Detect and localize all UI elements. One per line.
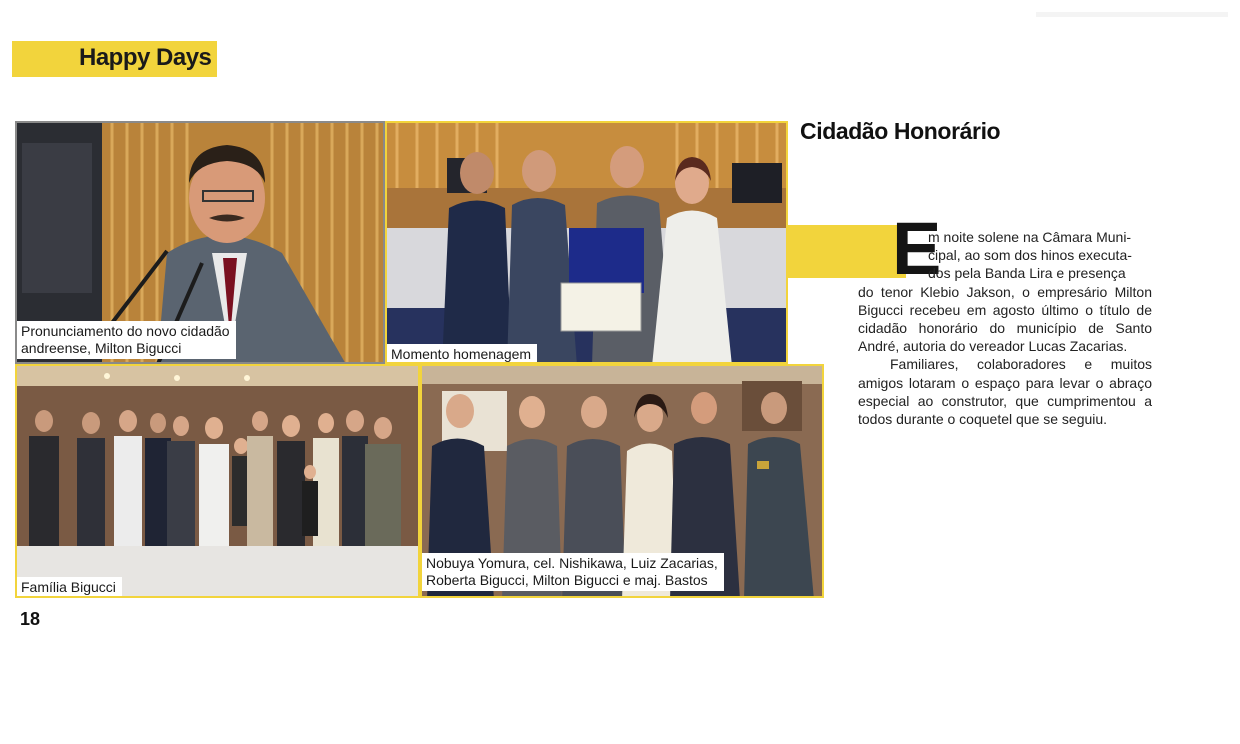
photo-family-caption	[17, 577, 122, 598]
caption-line: Roberta Bigucci, Milton Bigucci e maj. Bastos	[426, 572, 708, 588]
caption-line: Momento homenagem	[391, 346, 532, 362]
lead-line: dos pela Banda Lira e presença	[928, 265, 1126, 282]
caption-line: Nobuya Yomura, cel. Nishikawa, Luiz Zacarias,	[426, 555, 718, 571]
photo-speech	[15, 121, 385, 364]
caption-line: Pronunciamento do novo cidadão	[21, 323, 230, 339]
caption-line: andreense, Milton Bigucci	[21, 340, 182, 356]
article-paragraph-2: Familiares, colaboradores e muitos amigos lotaram o espaço para levar o abraço especial ao construtor, que cumprimentou a todos durante o coquetel que se seguiu.	[858, 356, 1152, 428]
section-title: Happy Days	[79, 44, 212, 71]
photo-guests-caption	[422, 553, 724, 591]
article-headline: Cidadão Honorário	[800, 118, 1001, 144]
caption-line: Família Bigucci	[21, 579, 116, 595]
paragraph-text: do tenor Klebio Jakson, o empresário Milton Bigucci recebeu em agosto último o título de cidadão honorário do município de Santo André, autoria do vereador Lucas Zacarias.	[858, 283, 1152, 355]
lead-line: m noite solene na Câmara Muni-	[928, 229, 1132, 245]
lead-line: cipal, ao som dos hinos executa-	[928, 247, 1132, 264]
page-number: 18	[20, 609, 41, 629]
article-body	[858, 228, 1152, 428]
photo-family	[15, 364, 420, 598]
article-dropcap: E	[892, 207, 942, 290]
top-rule	[1036, 12, 1228, 17]
photo-speech-caption	[17, 321, 236, 359]
article-paragraph-1	[858, 228, 1152, 355]
photo-tribute	[385, 121, 788, 364]
photo-tribute-caption	[387, 344, 537, 364]
photo-guests	[420, 364, 824, 598]
